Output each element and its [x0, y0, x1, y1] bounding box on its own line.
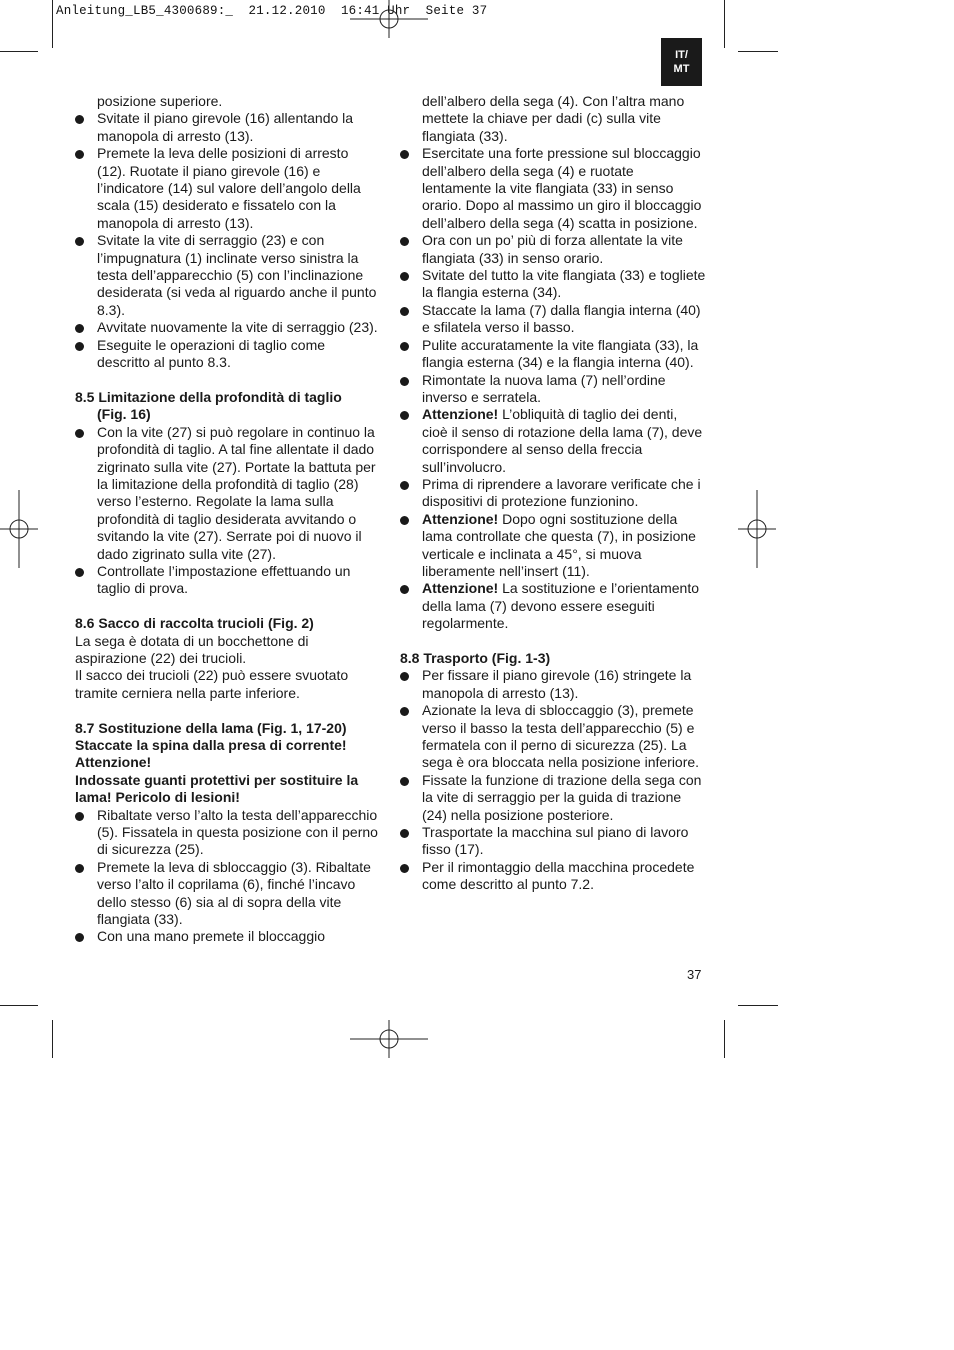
list-item: Per fissare il piano girevole (16) stringete la manopola di arresto (13). — [400, 667, 706, 702]
language-tab-line1: IT/ — [675, 49, 688, 61]
attention-label: Attenzione! — [422, 510, 499, 527]
page-number: 37 — [687, 967, 702, 982]
paragraph: La sega è dotata di un bocchettone di aspirazione (22) dei trucioli. — [75, 632, 309, 666]
bullet-icon — [75, 429, 84, 438]
list-item: Azionate la leva di sbloccaggio (3), premete verso il basso la testa dell’apparecchio (5) e fermatela con il perno di sicurezza (25). La sega è ora bloccata nella posizione inferiore. — [400, 702, 706, 772]
bullet-icon — [400, 307, 409, 316]
paragraph: posizione superiore. — [97, 93, 223, 109]
bullet-icon — [400, 516, 409, 525]
list-item: Premete la leva di sbloccaggio (3). Ribaltate verso l’alto il coprilama (6), finché l’incavo dello stesso (6) sia al di sopra della vite flangiata (33). — [75, 859, 380, 929]
registration-mark-top — [350, 0, 428, 38]
bullet-icon — [75, 115, 84, 124]
bullet-icon — [400, 481, 409, 490]
bullet-icon — [75, 933, 84, 942]
list-item: Con una mano premete il bloccaggio — [75, 928, 380, 945]
section-heading-8-7: 8.7 Sostituzione della lama (Fig. 1, 17-20) — [75, 719, 347, 736]
list-item: Trasportate la macchina sul piano di lavoro fisso (17). — [400, 824, 706, 859]
list-item: Attenzione! L’obliquità di taglio dei denti, cioè il senso di rotazione della lama (7), deve corrispondere al senso della freccia sull’involucro. — [400, 406, 706, 476]
registration-mark-left — [0, 490, 38, 568]
bullet-icon — [400, 864, 409, 873]
bullet-icon — [400, 272, 409, 281]
list-item: Premete la leva delle posizioni di arresto (12). Ruotate il piano girevole (16) e l’indicatore (14) sul valore dell’angolo della scala (15) desiderato e fissatelo con la manopola di arresto (13). — [75, 145, 380, 232]
bullet-icon — [400, 150, 409, 159]
section-heading-8-6: 8.6 Sacco di raccolta trucioli (Fig. 2) — [75, 615, 314, 632]
print-slug-header: Anleitung_LB5_4300689:_ 21.12.2010 16:41 Uhr Seite 37 — [56, 4, 488, 18]
registration-mark-bottom — [350, 1020, 428, 1058]
bullet-icon — [75, 864, 84, 873]
bullet-icon — [75, 150, 84, 159]
warning-text: Attenzione! — [75, 754, 152, 771]
list-item: Esercitate una forte pressione sul bloccaggio dell’albero della sega (4) e ruotate lentamente la vite flangiata (33) in senso orario. Dopo al massimo un giro il bloccaggio dell’albero della sega (4) scatta in posizione. — [400, 145, 706, 232]
bullet-icon — [75, 342, 84, 351]
section-heading-8-5-fig: (Fig. 16) — [97, 406, 151, 423]
list-item: Svitate la vite di serraggio (23) e con l’impugnatura (1) inclinate verso sinistra la testa dell’apparecchio (5) con l’inclinazione desiderata (si veda al riguardo anche il punto 8.3). — [75, 232, 380, 319]
list-item: Avvitate nuovamente la vite di serraggio (23). — [75, 319, 380, 336]
bullet-icon — [400, 672, 409, 681]
list-item: Attenzione! Dopo ogni sostituzione della lama controllate che questa (7), in posizione verticale e inclinata a 45°, si muova liberamente nell’insert (11). — [400, 511, 706, 581]
bullet-icon — [75, 324, 84, 333]
list-item: Ora con un po’ più di forza allentate la vite flangiata (33) in senso orario. — [400, 232, 706, 267]
paragraph: dell’albero della sega (4). Con l’altra mano mettete la chiave per dadi (c) sulla vite flangiata (33). — [422, 93, 685, 144]
bullet-icon — [75, 812, 84, 821]
warning-text: Staccate la spina dalla presa di corrente! — [75, 736, 347, 753]
bullet-icon — [400, 829, 409, 838]
list-item: Ribaltate verso l’alto la testa dell’apparecchio (5). Fissatela in questa posizione con il perno di sicurezza (25). — [75, 807, 380, 859]
bullet-icon — [400, 707, 409, 716]
right-column — [400, 93, 706, 894]
bullet-icon — [400, 411, 409, 420]
language-tab — [661, 38, 702, 86]
bullet-icon — [400, 377, 409, 386]
paragraph: Il sacco dei trucioli (22) può essere svuotato tramite cerniera nella parte inferiore. — [75, 667, 349, 701]
warning-text: Indossate guanti protettivi per sostituire la lama! Pericolo di lesioni! — [75, 771, 359, 806]
language-tab-line2: MT — [673, 63, 690, 75]
list-item: Svitate il piano girevole (16) allentando la manopola di arresto (13). — [75, 110, 380, 145]
list-item: Staccate la lama (7) dalla flangia interna (40) e sfilatela verso il basso. — [400, 302, 706, 337]
list-item: Pulite accuratamente la vite flangiata (33), la flangia esterna (34) e la flangia interna (40). — [400, 337, 706, 372]
attention-label: Attenzione! — [422, 406, 499, 423]
bullet-icon — [400, 777, 409, 786]
bullet-icon — [75, 568, 84, 577]
left-column — [75, 93, 380, 946]
list-item: Prima di riprendere a lavorare verificate che i dispositivi di protezione funzionino. — [400, 476, 706, 511]
attention-label: Attenzione! — [422, 580, 499, 597]
section-heading-8-5: 8.5 Limitazione della profondità di taglio — [75, 388, 342, 405]
bullet-icon — [400, 342, 409, 351]
bullet-icon — [400, 237, 409, 246]
list-item: Per il rimontaggio della macchina procedete come descritto al punto 7.2. — [400, 859, 706, 894]
section-heading-8-8: 8.8 Trasporto (Fig. 1-3) — [400, 649, 551, 666]
registration-mark-right — [738, 490, 776, 568]
list-item: Eseguite le operazioni di taglio come descritto al punto 8.3. — [75, 337, 380, 372]
bullet-icon — [75, 237, 84, 246]
list-item: Fissate la funzione di trazione della sega con la vite di serraggio per la guida di trazione (24) nella posizione posteriore. — [400, 772, 706, 824]
list-item: Attenzione! La sostituzione e l’orientamento della lama (7) devono essere eseguiti regolarmente. — [400, 580, 706, 632]
list-item: Rimontate la nuova lama (7) nell’ordine inverso e serratela. — [400, 372, 706, 407]
list-item: Svitate del tutto la vite flangiata (33) e togliete la flangia esterna (34). — [400, 267, 706, 302]
list-item: Controllate l’impostazione effettuando un taglio di prova. — [75, 563, 380, 598]
list-item: Con la vite (27) si può regolare in continuo la profondità di taglio. A tal fine allentate il dado zigrinato sulla vite (27). Portate la battuta per la limitazione della profondità di taglio (28) verso l’esterno. Regolate la lama sulla profondità di taglio desiderata avvitando o svitando la vite (27). Serrate poi di nuovo il dado zigrinato sulla vite (27). — [75, 424, 380, 563]
bullet-icon — [400, 585, 409, 594]
